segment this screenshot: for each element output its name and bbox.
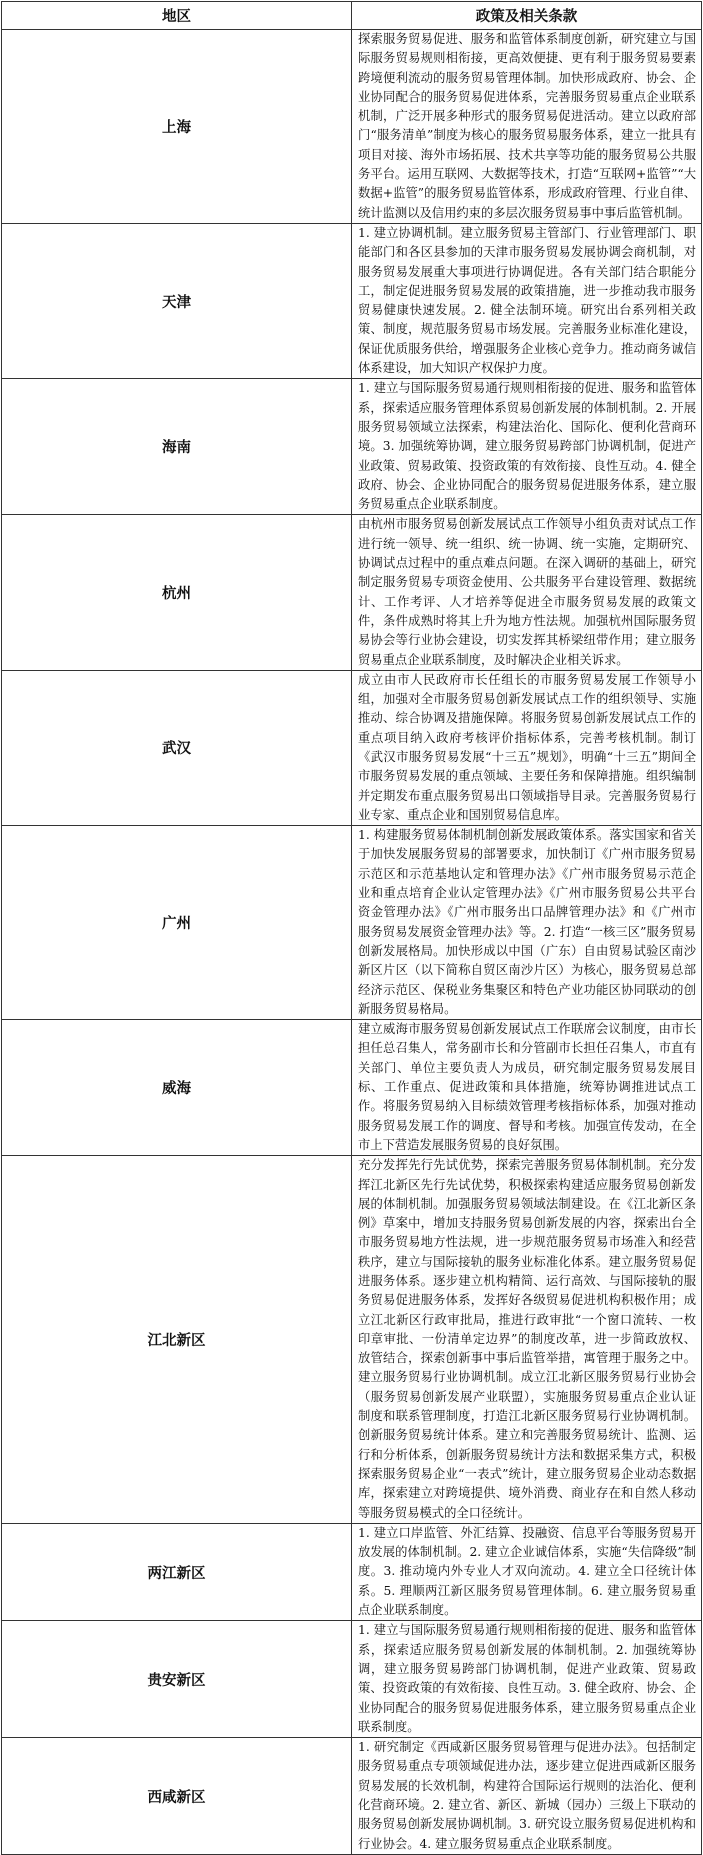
header-region: 地区 <box>2 2 352 30</box>
policy-cell: 由杭州市服务贸易创新发展试点工作领导小组负责对试点工作进行统一领导、统一组织、统一协调、统一实施，定期研究、协调试点过程中的重点难点问题。在深入调研的基础上，研究制定服务贸易专项资金使用、公共服务平台建设管理、数据统计、工作考评、人才培养等促进全市服务贸易发展的政策文件，条件成熟时将其上升为地方性法规。加强杭州国际服务贸易协会等行业协会建设，切实发挥其桥梁纽带作用；建立服务贸易重点企业联系制度，及时解决企业相关诉求。 <box>352 515 702 670</box>
region-cell: 两江新区 <box>2 1523 352 1620</box>
region-cell: 杭州 <box>2 515 352 670</box>
region-cell: 上海 <box>2 30 352 224</box>
region-cell: 武汉 <box>2 670 352 825</box>
region-cell: 贵安新区 <box>2 1621 352 1738</box>
policy-cell: 1. 构建服务贸易体制机制创新发展政策体系。落实国家和省关于加快发展服务贸易的部署要求，加快制订《广州市服务贸易示范区和示范基地认定和管理办法》《广州市服务贸易示范企业和重点培育企业认定管理办法》《广州市服务贸易公共平台资金管理办法》《广州市服务出口品牌管理办法》和《广州市服务贸易发展资金管理办法》等。2. 打造“一核三区”服务贸易创新发展格局。加快形成以中国（广东）自由贸易试验区南沙新区片区（以下简称自贸区南沙片区）为核心，服务贸易总部经济示范区、保税业务集聚区和特色产业功能区协同联动的创新服务贸易格局。 <box>352 826 702 1020</box>
policy-cell: 1. 建立与国际服务贸易通行规则相衔接的促进、服务和监管体系，探索适应服务管理体系贸易创新发展的体制机制。2. 开展服务贸易领域立法探索，构建法治化、国际化、便利化营商环境。3. 加强统筹协调，建立服务贸易跨部门协调机制，促进产业政策、贸易政策、投资政策的有效衔接、良性互动。4. 健全政府、协会、企业协同配合的服务贸易促进服务体系，建立服务贸易重点企业联系制度。 <box>352 379 702 515</box>
region-cell: 海南 <box>2 379 352 515</box>
region-cell: 天津 <box>2 223 352 378</box>
table-row <box>2 379 702 515</box>
policy-cell: 建立威海市服务贸易创新发展试点工作联席会议制度，由市长担任总召集人，常务副市长和分管副市长担任召集人，市直有关部门、单位主要负责人为成员，研究制定服务贸易发展目标、工作重点、促进政策和具体措施，统筹协调推进试点工作。将服务贸易纳入目标绩效管理考核指标体系，加强对推动服务贸易发展工作的调度、督导和考核。加强宣传发动，在全市上下营造发展服务贸易的良好氛围。 <box>352 1020 702 1156</box>
table-row <box>2 670 702 825</box>
table-row <box>2 1621 702 1738</box>
table-row <box>2 1523 702 1620</box>
policy-table <box>1 1 702 1855</box>
policy-cell: 1. 建立与国际服务贸易通行规则相衔接的促进、服务和监管体系，探索适应服务贸易创新发展的体制机制。2. 加强统筹协调，建立服务贸易跨部门协调机制，促进产业政策、贸易政策、投资政策的有效衔接、良性互动。3. 健全政府、协会、企业协同配合的服务贸易促进服务体系，建立服务贸易重点企业联系制度。 <box>352 1621 702 1738</box>
region-cell: 广州 <box>2 826 352 1020</box>
table-row <box>2 515 702 670</box>
policy-cell: 探索服务贸易促进、服务和监管体系制度创新，研究建立与国际服务贸易规则相衔接，更高效便捷、更有利于服务贸易要素跨境便利流动的服务贸易管理体制。加快形成政府、协会、企业协同配合的服务贸易促进体系，完善服务贸易重点企业联系机制，广泛开展多种形式的服务贸易促进活动。建立以政府部门“服务清单”制度为核心的服务贸易服务体系，建立一批具有项目对接、海外市场拓展、技术共享等功能的服务贸易公共服务平台。运用互联网、大数据等技术，打造“互联网+监管”“大数据+监管”的服务贸易监管体系，形成政府管理、行业自律、统计监测以及信用约束的多层次服务贸易事中事后监管机制。 <box>352 30 702 224</box>
table-row <box>2 1020 702 1156</box>
region-cell: 西咸新区 <box>2 1738 352 1855</box>
policy-cell: 1. 研究制定《西咸新区服务贸易管理与促进办法》。包括制定服务贸易重点专项领域促进办法，逐步建立促进西咸新区服务贸易发展的长效机制，构建符合国际运行规则的法治化、便利化营商环境。2. 建立省、新区、新城（园办）三级上下联动的服务贸易创新发展协调机制。3. 研究设立服务贸易促进机构和行业协会。4. 建立服务贸易重点企业联系制度。 <box>352 1738 702 1855</box>
table-header-row <box>2 2 702 30</box>
header-policy: 政策及相关条款 <box>352 2 702 30</box>
policy-cell: 1. 建立口岸监管、外汇结算、投融资、信息平台等服务贸易开放发展的体制机制。2. 建立企业诚信体系，实施“失信降级”制度。3. 推动境内外专业人才双向流动。4. 建立全口径统计体系。5. 理顺两江新区服务贸易管理体制。6. 建立服务贸易重点企业联系制度。 <box>352 1523 702 1620</box>
table-row <box>2 1156 702 1524</box>
table-row <box>2 1738 702 1855</box>
table-row <box>2 826 702 1020</box>
policy-cell: 成立由市人民政府市长任组长的市服务贸易发展工作领导小组，加强对全市服务贸易创新发展试点工作的组织领导、实施推动、综合协调及措施保障。将服务贸易创新发展试点工作的重点项目纳入政府考核评价指标体系，完善考核机制。制订《武汉市服务贸易发展“十三五”规划》，明确“十三五”期间全市服务贸易发展的重点领域、主要任务和保障措施。组织编制并定期发布重点服务贸易出口领域指导目录。完善服务贸易行业专家、重点企业和国别贸易信息库。 <box>352 670 702 825</box>
policy-cell: 1. 建立协调机制。建立服务贸易主管部门、行业管理部门、职能部门和各区县参加的天津市服务贸易发展协调会商机制，对服务贸易发展重大事项进行协调促进。各有关部门结合职能分工，制定促进服务贸易发展的政策措施，进一步推动我市服务贸易健康快速发展。2. 健全法制环境。研究出台系列相关政策、制度，规范服务贸易市场发展。完善服务业标准化建设，保证优质服务供给，增强服务企业核心竞争力。推动商务诚信体系建设，加大知识产权保护力度。 <box>352 223 702 378</box>
table-row <box>2 223 702 378</box>
region-cell: 威海 <box>2 1020 352 1156</box>
table-row <box>2 30 702 224</box>
region-cell: 江北新区 <box>2 1156 352 1524</box>
policy-cell: 充分发挥先行先试优势，探索完善服务贸易体制机制。充分发挥江北新区先行先试优势，积极探索构建适应服务贸易创新发展的体制机制。加强服务贸易领域法制建设。在《江北新区条例》草案中，增加支持服务贸易创新发展的内容，探索出台全市服务贸易地方性法规，进一步规范服务贸易市场准入和经营秩序，建立与国际接轨的服务业标准化体系。建立服务贸易促进服务体系。逐步建立机构精简、运行高效、与国际接轨的服务贸易促进服务体系，发挥好各级贸易促进机构积极作用；成立江北新区行政审批局，推进行政审批“一个窗口流转、一枚印章审批、一份清单定边界”的制度改革，进一步简政放权、放管结合，探索创新事中事后监管举措，寓管理于服务之中。建立服务贸易行业协调机制。成立江北新区服务贸易行业协会（服务贸易创新发展产业联盟），实施服务贸易重点企业认证制度和联系管理制度，打造江北新区服务贸易行业协调机制。创新服务贸易统计体系。建立和完善服务贸易统计、监测、运行和分析体系，创新服务贸易统计方法和数据采集方式，积极探索服务贸易企业“一表式”统计，建立服务贸易企业动态数据库，探索建立对跨境提供、境外消费、商业存在和自然人移动等服务贸易模式的全口径统计。 <box>352 1156 702 1524</box>
